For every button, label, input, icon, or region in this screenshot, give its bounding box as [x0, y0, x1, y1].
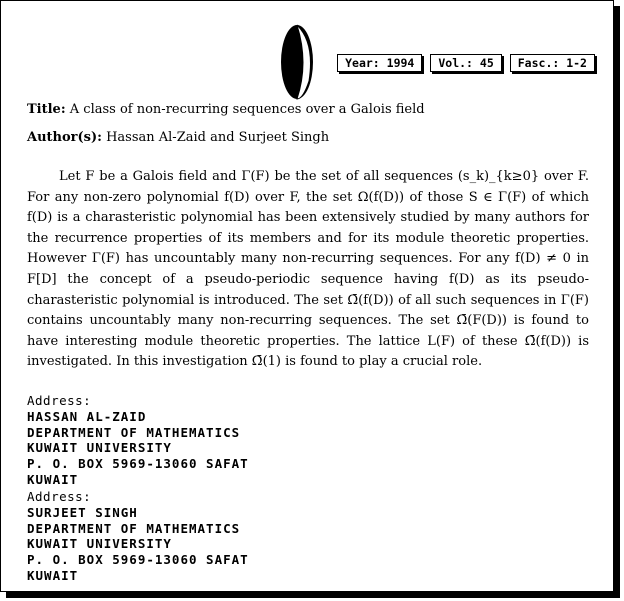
address-label: Address:	[27, 393, 92, 408]
paper-title: A class of non-recurring sequences over a Galois field	[69, 102, 425, 117]
journal-logo	[279, 23, 315, 101]
address-line: DEPARTMENT OF MATHEMATICS	[27, 424, 241, 440]
address-line: KUWAIT UNIVERSITY	[27, 440, 172, 456]
issue-badges	[337, 54, 595, 72]
address-line: P. O. BOX 5969-13060 SAFAT	[27, 552, 249, 568]
address-block-2	[27, 489, 587, 584]
address-line: DEPARTMENT OF MATHEMATICS	[27, 520, 241, 536]
address-label: Address:	[27, 489, 92, 504]
address-line: SURJEET SINGH	[27, 504, 138, 520]
abstract-text: Let F be a Galois field and Γ(F) be the set of all sequences (s_k)_{k≥0} over F. For any non-zero polynomial f(D) over F, the set Ω(f(D)) of those S ∈ Γ(F) of which f(D) is a charasteristic polynomial has been extensively studied by many authors for the recurrence properties of its members and for its module theoretic properties. However Γ(F) has uncountably many non-recurring sequences. For any f(D) ≠ 0 in F[D] the concept of a pseudo-periodic sequence having f(D) as its pseudo-charasteristic polynomial is introduced. The set Ω̄(f(D)) of all such sequences in Γ(F) contains uncountably many non-recurring sequences. The set Ω̄(F(D)) is found to have interesting module theoretic properties. The lattice L(F) of these Ω̄(f(D)) is investigated. In this investigation Ω̄(1) is found to play a crucial role.	[27, 169, 589, 370]
address-block-1	[27, 393, 587, 488]
abstract	[27, 167, 589, 373]
address-line: KUWAIT UNIVERSITY	[27, 536, 172, 552]
year-badge: Year: 1994	[337, 54, 422, 72]
title-label: Title:	[27, 102, 66, 117]
fascicle-badge: Fasc.: 1-2	[510, 54, 595, 72]
authors-label: Author(s):	[27, 130, 102, 145]
author-names: Hassan Al-Zaid and Surjeet Singh	[106, 130, 330, 145]
address-line: P. O. BOX 5969-13060 SAFAT	[27, 456, 249, 472]
address-line: HASSAN AL-ZAID	[27, 408, 147, 424]
author-line	[27, 130, 329, 145]
volume-badge: Vol.: 45	[430, 54, 501, 72]
title-line	[27, 102, 425, 117]
address-line: KUWAIT	[27, 567, 79, 583]
address-line: KUWAIT	[27, 471, 79, 487]
